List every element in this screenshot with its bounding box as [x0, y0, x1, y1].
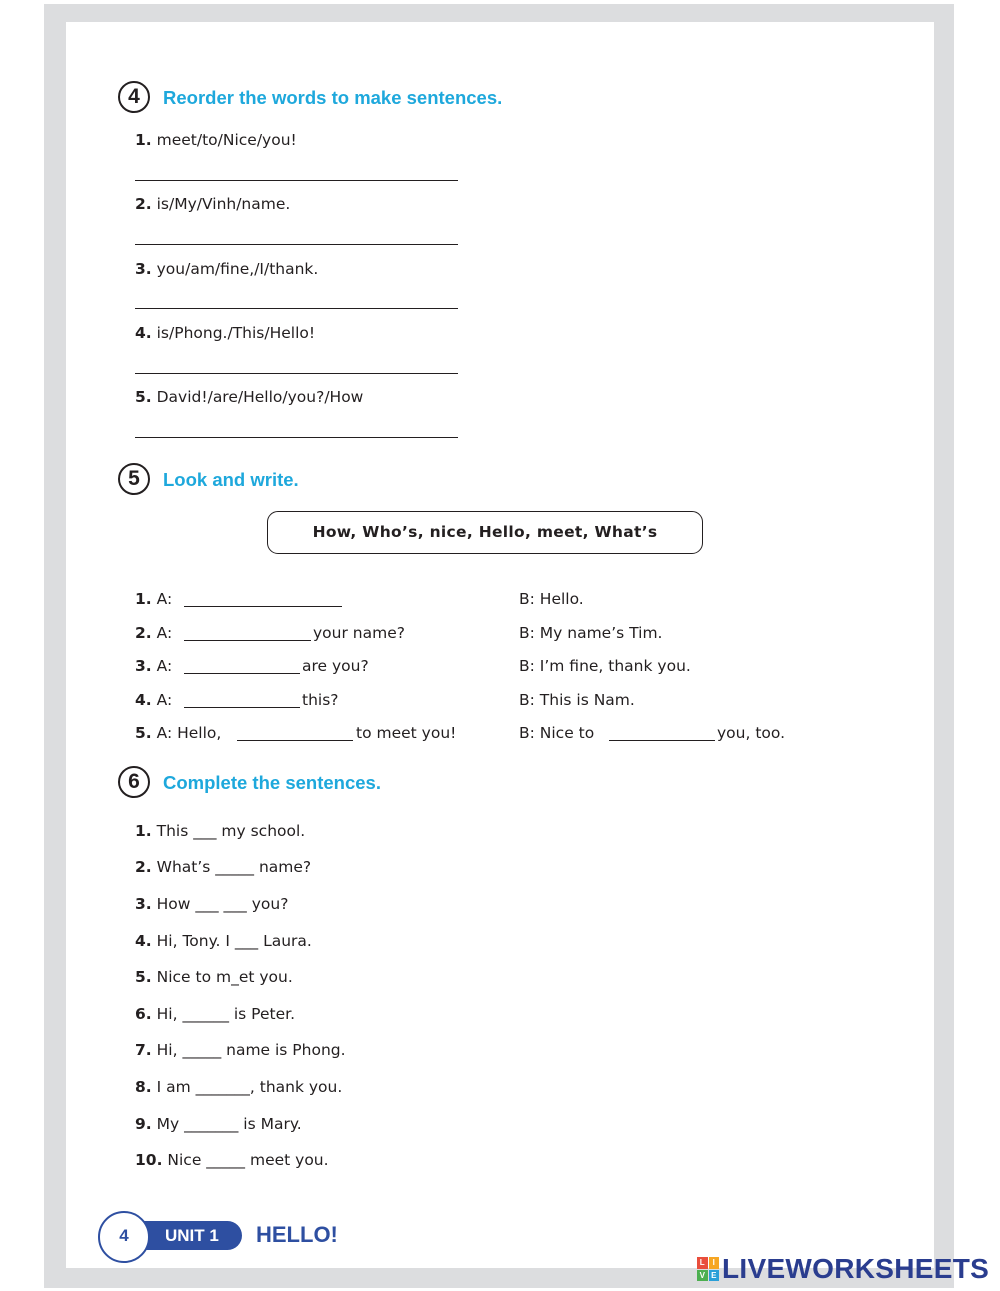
- ex6-item: [135, 931, 312, 951]
- sentence: Nice to m_et you.: [156, 968, 293, 986]
- item-number: 3.: [135, 657, 152, 675]
- exercise-4-title: Reorder the words to make sentences.: [163, 87, 503, 108]
- ex5-blank-1[interactable]: [184, 606, 342, 607]
- item-number: 9.: [135, 1115, 152, 1133]
- ex5-item-5-b-rest: you, too.: [717, 724, 786, 742]
- ex5-item-1-a: [135, 589, 172, 609]
- ex5-item-5-b: B: Nice to: [519, 724, 595, 742]
- item-words: meet/to/Nice/you!: [156, 131, 297, 149]
- sentence: Hi, _____ name is Phong.: [156, 1041, 346, 1059]
- liveworksheets-brand[interactable]: [697, 1253, 989, 1285]
- ex5-item-2-b: B: My name’s Tim.: [519, 624, 663, 642]
- logo-letter: L: [697, 1257, 708, 1269]
- ex6-item: [135, 1004, 295, 1024]
- exercise-6-title: Complete the sentences.: [163, 772, 381, 793]
- item-number: 2.: [135, 195, 152, 213]
- logo-letter: I: [709, 1257, 720, 1269]
- ex4-answer-line-2[interactable]: [135, 244, 458, 245]
- sentence: How ___ ___ you?: [156, 895, 289, 913]
- ex5-blank-5a[interactable]: [237, 740, 353, 741]
- item-number: 8.: [135, 1078, 152, 1096]
- ex5-item-3-a-rest: are you?: [302, 657, 369, 675]
- item-number: 3.: [135, 895, 152, 913]
- speaker-a-text: A:: [156, 590, 173, 608]
- speaker-a-text: A:: [156, 657, 173, 675]
- ex5-item-5-a-rest: to meet you!: [356, 724, 457, 742]
- ex5-item-4-a: [135, 690, 172, 710]
- word-box: How, Who’s, nice, Hello, meet, What’s: [267, 511, 703, 554]
- ex5-item-1-b: B: Hello.: [519, 590, 584, 608]
- unit-title: HELLO!: [256, 1222, 338, 1247]
- ex4-answer-line-5[interactable]: [135, 437, 458, 438]
- ex5-item-4-b: B: This is Nam.: [519, 691, 635, 709]
- ex5-blank-3[interactable]: [184, 673, 300, 674]
- sentence: Hi, Tony. I ___ Laura.: [156, 932, 312, 950]
- item-number: 4.: [135, 932, 152, 950]
- ex6-item: [135, 1114, 302, 1134]
- ex5-item-3-a: [135, 656, 172, 676]
- logo-letter: E: [709, 1270, 720, 1282]
- ex6-item: [135, 1077, 342, 1097]
- ex4-item-5: [135, 387, 363, 407]
- ex6-item: [135, 967, 293, 987]
- ex4-answer-line-3[interactable]: [135, 308, 458, 309]
- ex6-item: [135, 821, 305, 841]
- item-number: 2.: [135, 858, 152, 876]
- item-number: 10.: [135, 1151, 163, 1169]
- ex5-blank-5b[interactable]: [609, 740, 715, 741]
- item-number: 5.: [135, 388, 152, 406]
- speaker-a-text: A: Hello,: [156, 724, 222, 742]
- ex4-item-4: [135, 323, 315, 343]
- ex6-item: [135, 857, 311, 877]
- sentence: What’s _____ name?: [156, 858, 312, 876]
- exercise-4-number: 4: [118, 81, 150, 113]
- speaker-a-text: A:: [156, 624, 173, 642]
- ex5-item-4-a-rest: this?: [302, 691, 339, 709]
- ex5-blank-4[interactable]: [184, 707, 300, 708]
- ex6-item: [135, 1040, 346, 1060]
- exercise-6-number: 6: [118, 766, 150, 798]
- page-number-badge: 4: [98, 1211, 150, 1263]
- item-number: 4.: [135, 324, 152, 342]
- item-number: 7.: [135, 1041, 152, 1059]
- sentence: My _______ is Mary.: [156, 1115, 302, 1133]
- item-words: is/Phong./This/Hello!: [156, 324, 316, 342]
- item-number: 2.: [135, 624, 152, 642]
- ex5-item-5-a: [135, 723, 221, 743]
- unit-label: UNIT 1: [128, 1221, 242, 1250]
- logo-letter: V: [697, 1270, 708, 1282]
- sentence: Nice _____ meet you.: [167, 1151, 329, 1169]
- item-number: 5.: [135, 724, 152, 742]
- ex4-item-3: [135, 259, 318, 279]
- item-number: 6.: [135, 1005, 152, 1023]
- liveworksheets-wordmark: LIVEWORKSHEETS: [722, 1253, 990, 1284]
- item-words: you/am/fine,/I/thank.: [156, 260, 319, 278]
- item-number: 5.: [135, 968, 152, 986]
- ex6-item: [135, 1150, 329, 1170]
- item-number: 1.: [135, 590, 152, 608]
- ex5-item-2-a: [135, 623, 172, 643]
- exercise-5-number: 5: [118, 463, 150, 495]
- sentence: This ___ my school.: [156, 822, 306, 840]
- ex5-blank-2[interactable]: [184, 640, 311, 641]
- item-number: 1.: [135, 822, 152, 840]
- speaker-a-text: A:: [156, 691, 173, 709]
- ex4-item-1: [135, 130, 297, 150]
- item-number: 4.: [135, 691, 152, 709]
- item-words: is/My/Vinh/name.: [156, 195, 291, 213]
- ex6-item: [135, 894, 288, 914]
- ex5-item-3-b: B: I’m fine, thank you.: [519, 657, 691, 675]
- ex4-item-2: [135, 194, 290, 214]
- sentence: Hi, ______ is Peter.: [156, 1005, 295, 1023]
- ex4-answer-line-4[interactable]: [135, 373, 458, 374]
- item-number: 1.: [135, 131, 152, 149]
- item-number: 3.: [135, 260, 152, 278]
- ex4-answer-line-1[interactable]: [135, 180, 458, 181]
- ex5-item-2-a-rest: your name?: [313, 624, 405, 642]
- liveworksheets-logo-icon: [697, 1257, 719, 1281]
- item-words: David!/are/Hello/you?/How: [156, 388, 364, 406]
- sentence: I am _______, thank you.: [156, 1078, 343, 1096]
- exercise-5-title: Look and write.: [163, 469, 299, 490]
